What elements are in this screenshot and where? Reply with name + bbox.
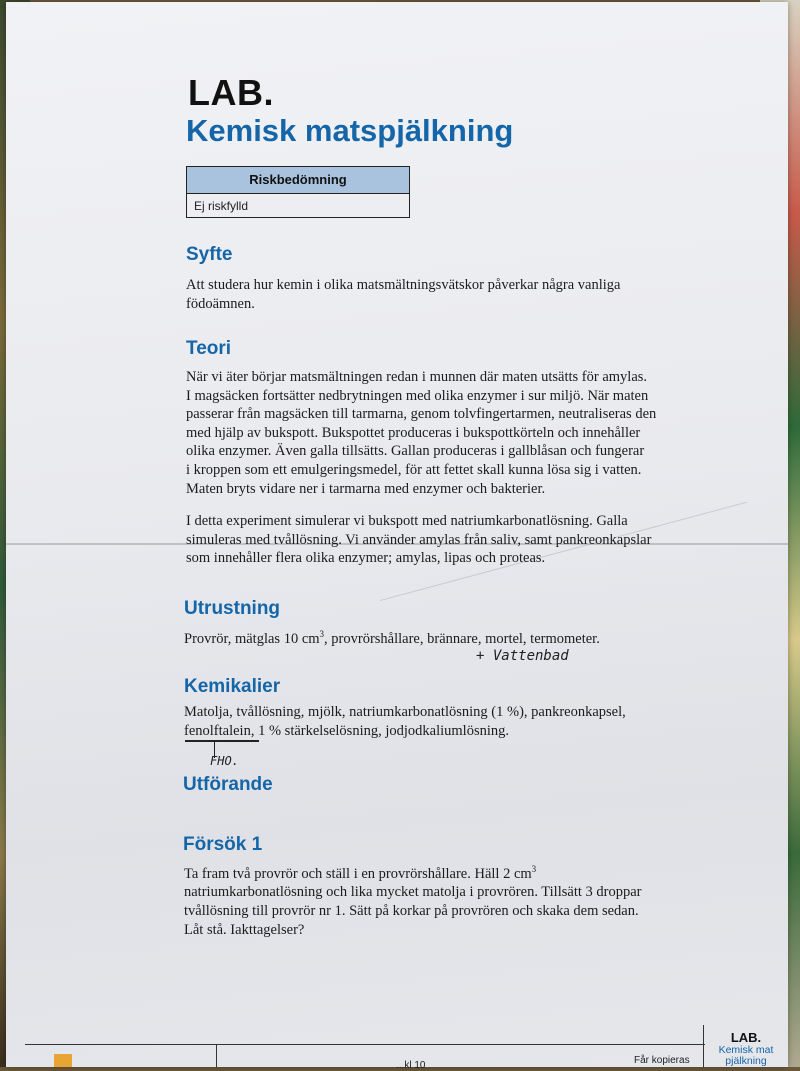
kemikalier-line: Matolja, tvållösning, mjölk, natriumkarbonatlösning (1 %), pankreonkapsel, (184, 704, 626, 720)
risk-table (186, 166, 410, 218)
teori-line: i kroppen som ett emulgeringsmedel, för att fettet skall kunna lösa sig i vatten. (186, 461, 642, 478)
teori-line: simuleras med tvållösning. Vi använder amylas från saliv, samt pankreonkapslar (186, 531, 652, 548)
footer-rule (25, 1044, 705, 1045)
utrustning-text (184, 625, 600, 648)
teori-line: olika enzymer. Även galla tillsätts. Gallan produceras i gallblåsan och fungerar (186, 443, 645, 460)
forsok-1-text (184, 860, 641, 939)
teori-line: Maten bryts vidare ner i tarmarna med enzymer och bakterier. (186, 480, 546, 497)
handwritten-note-fho: FHO. (210, 754, 239, 768)
heading-teori: Teori (186, 338, 232, 359)
forsok-line: natriumkarbonatlösning och lika mycket matolja i provrören. Tillsätt 3 droppar (184, 884, 642, 901)
forsok-sup: 3 (531, 864, 537, 874)
heading-utforande: Utförande (183, 774, 273, 795)
kemikalier-text (184, 703, 626, 740)
heading-forsok-1: Försök 1 (183, 834, 263, 855)
heading-syfte: Syfte (186, 244, 233, 265)
heading-kemikalier: Kemikalier (184, 676, 281, 697)
risk-table-value: Ej riskfylld (194, 199, 249, 213)
teori-line: När vi äter börjar matsmältningen redan i munnen där maten utsätts för amylas. (186, 369, 648, 385)
kemikalier-underlined: fenolftalein, (184, 722, 255, 739)
syfte-line: födoämnen. (186, 295, 255, 312)
footer-divider (703, 1025, 704, 1067)
teori-line: I detta experiment simulerar vi bukspott med natriumkarbonatlösning. Galla (186, 513, 628, 529)
footer-color-tab (54, 1054, 72, 1067)
forsok-line: Låt stå. Iakttagelser? (184, 921, 305, 938)
teori-line: passerar från magsäcken till tarmarna, genom tolvfingertarmen, neutraliseras den (186, 406, 657, 423)
risk-table-header: Riskbedömning (187, 167, 409, 194)
footer-partial-text: ...kl 10 (396, 1060, 426, 1071)
forsok-line: tvållösning till provrör nr 1. Sätt på korkar på provrören och skaka dem sedan. (184, 903, 639, 920)
footer-title-line: Kemisk mat (718, 1044, 774, 1056)
teori-text (186, 368, 656, 498)
page-title: Kemisk matspjälkning (186, 113, 514, 148)
footer-divider (216, 1044, 217, 1067)
syfte-text (186, 276, 620, 313)
teori-text-2 (186, 512, 651, 568)
utrustning-text-a: Provrör, mätglas 10 cm (184, 630, 320, 647)
heading-utrustning: Utrustning (184, 598, 281, 619)
utrustning-sup: 3 (319, 629, 325, 639)
kemikalier-line-2 (184, 722, 626, 741)
forsok-line (184, 860, 641, 883)
teori-line: som innehåller flera olika enzymer; amylas, lipas och proteas. (186, 550, 546, 567)
footer-lab-label: LAB. (730, 1030, 762, 1045)
utrustning-text-b: , provrörshållare, brännare, mortel, termometer. (324, 630, 600, 647)
lab-label: LAB. (188, 72, 274, 113)
teori-line: med hjälp av bukspott. Bukspottet produceras i bukspottkörteln och innehåller (186, 424, 641, 441)
footer-title-box (705, 1030, 787, 1067)
footer-copy-note: Får kopieras (634, 1055, 690, 1066)
forsok-line-1a: Ta fram två provrör och ställ i en provrörshållare. Häll 2 cm (184, 865, 532, 882)
handwritten-note-vattenbad: + Vattenbad (476, 648, 569, 664)
kemikalier-rest: 1 % stärkelselösning, jodjodkaliumlösning. (254, 722, 510, 739)
ink-underline (185, 740, 259, 742)
footer-title-line: pjälkning (725, 1055, 767, 1067)
teori-line: I magsäcken fortsätter nedbrytningen med olika enzymer i sur miljö. När maten (186, 387, 649, 404)
syfte-line: Att studera hur kemin i olika matsmältningsvätskor påverkar några vanliga (186, 277, 621, 293)
